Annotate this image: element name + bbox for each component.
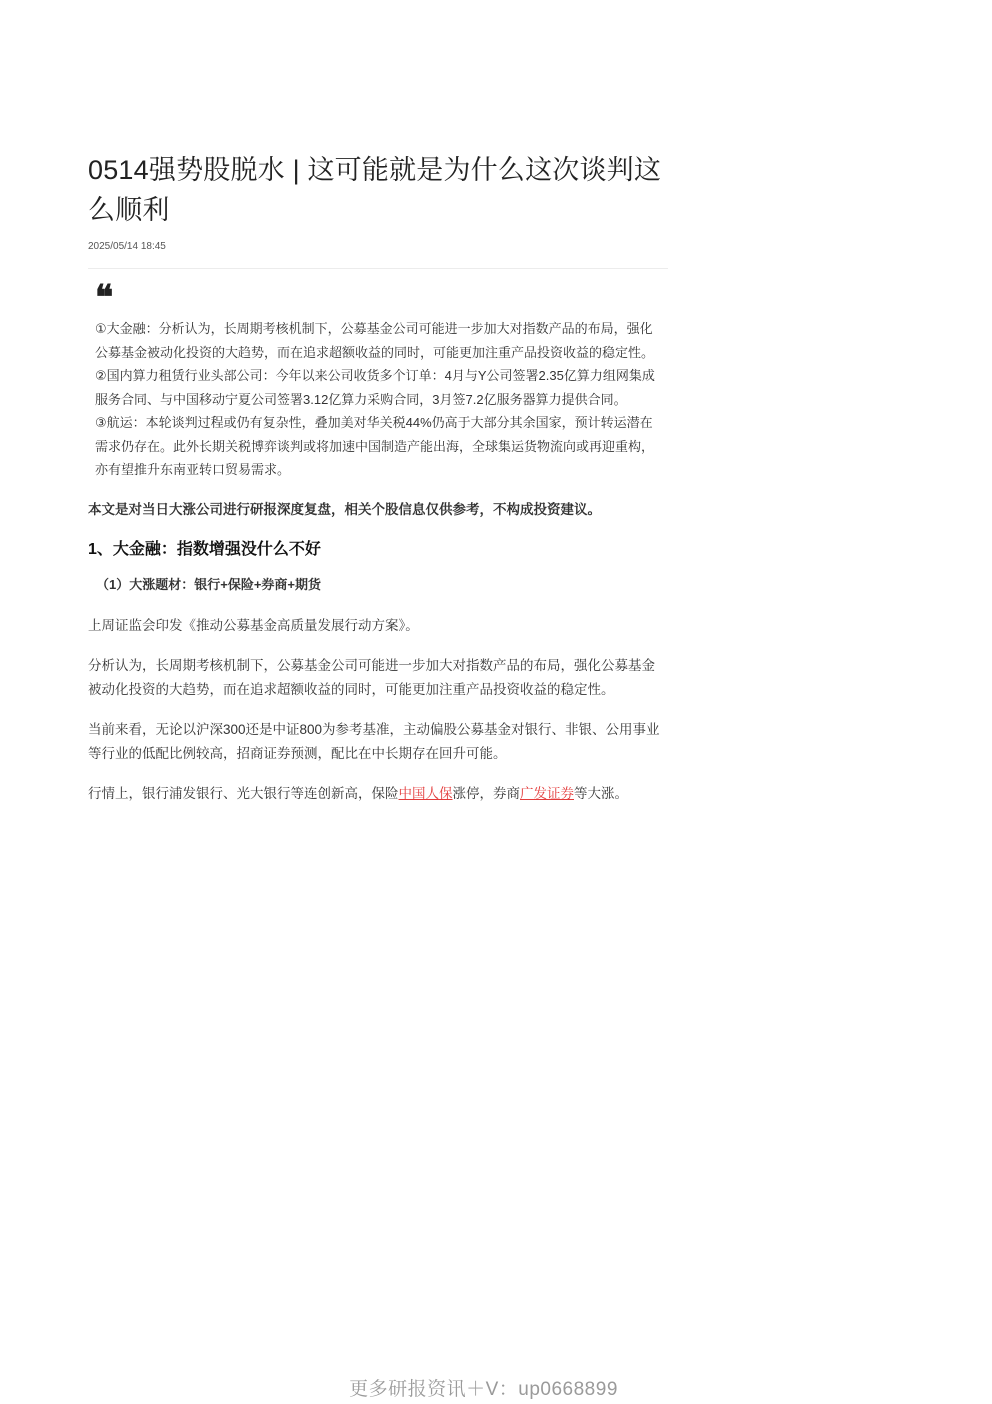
section-subheading: （1）大涨题材：银行+保险+券商+期货: [96, 576, 322, 592]
paragraph-text: 等大涨。: [574, 786, 628, 801]
summary-item: ②国内算力租赁行业头部公司：今年以来公司收货多个订单：4月与Y公司签署2.35亿算力组网集成服务合同、与中国移动宁夏公司签署3.12亿算力采购合同，3月签7.2亿服务器算力提供合同。: [95, 368, 655, 407]
publish-date: 2025/05/14 18:45: [88, 241, 166, 252]
summary-text: [95, 317, 658, 482]
footer-ad-text: 更多研报资讯＋V：up0668899: [349, 1379, 618, 1400]
paragraph-text: 涨停，券商: [452, 786, 520, 801]
quote-mark-icon: ❝: [95, 278, 111, 318]
paragraph: 上周证监会印发《推动公募基金高质量发展行动方案》。: [88, 617, 419, 633]
footer-ad: [0, 1376, 992, 1404]
title-divider: [88, 268, 668, 269]
paragraph-market: [88, 782, 668, 806]
stock-link-gf-securities[interactable]: 广发证券: [520, 786, 574, 801]
summary-item: ③航运：本轮谈判过程或仍有复杂性，叠加美对华关税44%仍高于大部分其余国家，预计转运潜在需求仍存在。此外长期关税博弈谈判或将加速中国制造产能出海，全球集运货物流向或再迎重构，亦有望推升东南亚转口贸易需求。: [95, 415, 655, 477]
paragraph-text: 行情上，银行浦发银行、光大银行等连创新高，保险: [88, 786, 399, 801]
article: [88, 150, 668, 806]
summary-item: ①大金融：分析认为，长周期考核机制下，公募基金公司可能进一步加大对指数产品的布局，强化公募基金被动化投资的大趋势，而在追求超额收益的同时，可能更加注重产品投资收益的稳定性。: [95, 321, 655, 360]
paragraph: 分析认为，长周期考核机制下，公募基金公司可能进一步加大对指数产品的布局，强化公募基金被动化投资的大趋势，而在追求超额收益的同时，可能更加注重产品投资收益的稳定性。: [88, 658, 655, 697]
article-title: 0514强势股脱水 | 这可能就是为什么这次谈判这么顺利: [88, 155, 662, 225]
paragraph: 当前来看，无论以沪深300还是中证800为参考基准，主动偏股公募基金对银行、非银、公用事业等行业的低配比例较高，招商证券预测，配比在中长期存在回升可能。: [88, 722, 660, 761]
stock-link-picc[interactable]: 中国人保: [398, 786, 453, 801]
disclaimer: 本文是对当日大涨公司进行研报深度复盘，相关个股信息仅供参考，不构成投资建议。: [88, 501, 601, 517]
summary-quote-block: [88, 278, 668, 482]
section-heading: 1、大金融：指数增强没什么不好: [88, 540, 321, 558]
